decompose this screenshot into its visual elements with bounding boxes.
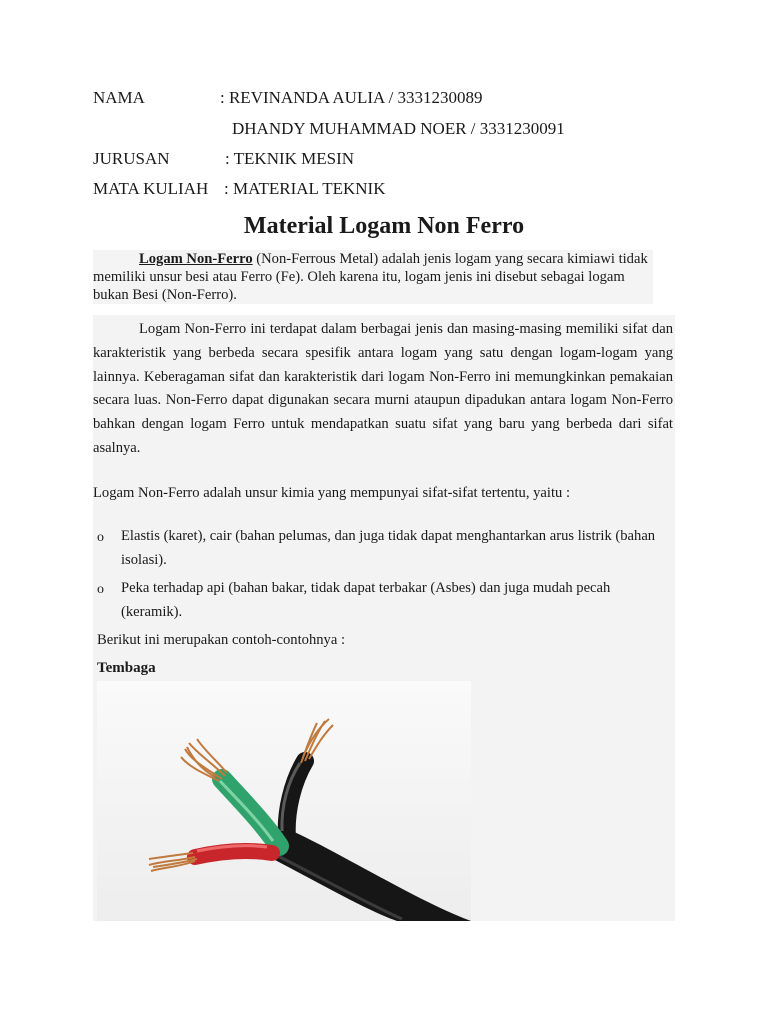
contoh-intro: Berikut ini merupakan contoh-contohnya :	[97, 632, 346, 648]
bullet-marker: o	[97, 530, 104, 545]
intro-text: (Non-Ferrous Metal) adalah jenis logam yang secara kimiawi tidak memiliki unsur besi atau Ferro (Fe). Oleh karena itu, logam jenis ini disebut sebagai logam bukan Besi (Non-Ferro).	[93, 251, 648, 303]
intro-paragraph	[93, 250, 653, 304]
intro-term: Logam Non-Ferro	[139, 251, 253, 267]
jurusan-value: : TEKNIK MESIN	[225, 149, 355, 168]
red-wire	[195, 851, 272, 857]
copper-cable-photo	[97, 681, 471, 921]
bullet-marker: o	[97, 582, 104, 597]
nama-label: NAMA	[93, 88, 145, 107]
mata-kuliah-label: MATA KULIAH	[93, 179, 209, 198]
document-title: Material Logam Non Ferro	[243, 213, 525, 239]
bullet-item: Peka terhadap api (bahan bakar, tidak dapat terbakar (Asbes) dan juga mudah pecah (keramik).	[121, 580, 611, 620]
body-paragraph-text: Logam Non-Ferro ini terdapat dalam berbagai jenis dan masing-masing memiliki sifat dan karakteristik yang berbeda secara spesifik antara logam yang satu dengan logam-logam yang lainnya. Keberagaman sifat dan karakteristik dari logam Non-Ferro ini memungkinkan pemakaian secara luas. Non-Ferro dapat digunakan secara murni ataupun dipadukan antara logam Non-Ferro bahkan dengan logam Ferro untuk mendapatkan suatu sifat yang baru yang berbeda dari sifat asalnya.	[93, 321, 673, 456]
mata-kuliah-value: : MATERIAL TEKNIK	[224, 179, 386, 198]
sifat-intro: Logam Non-Ferro adalah unsur kimia yang mempunyai sifat-sifat tertentu, yaitu :	[93, 485, 571, 501]
section-heading-tembaga: Tembaga	[97, 660, 156, 676]
nama-value-second: DHANDY MUHAMMAD NOER / 3331230091	[232, 119, 565, 138]
body-paragraph	[93, 318, 673, 461]
nama-value: : REVINANDA AULIA / 3331230089	[220, 88, 483, 107]
bullet-item: Elastis (karet), cair (bahan pelumas, dan juga tidak dapat menghantarkan arus listrik (bahan isolasi).	[121, 528, 656, 568]
jurusan-label: JURUSAN	[93, 149, 170, 168]
